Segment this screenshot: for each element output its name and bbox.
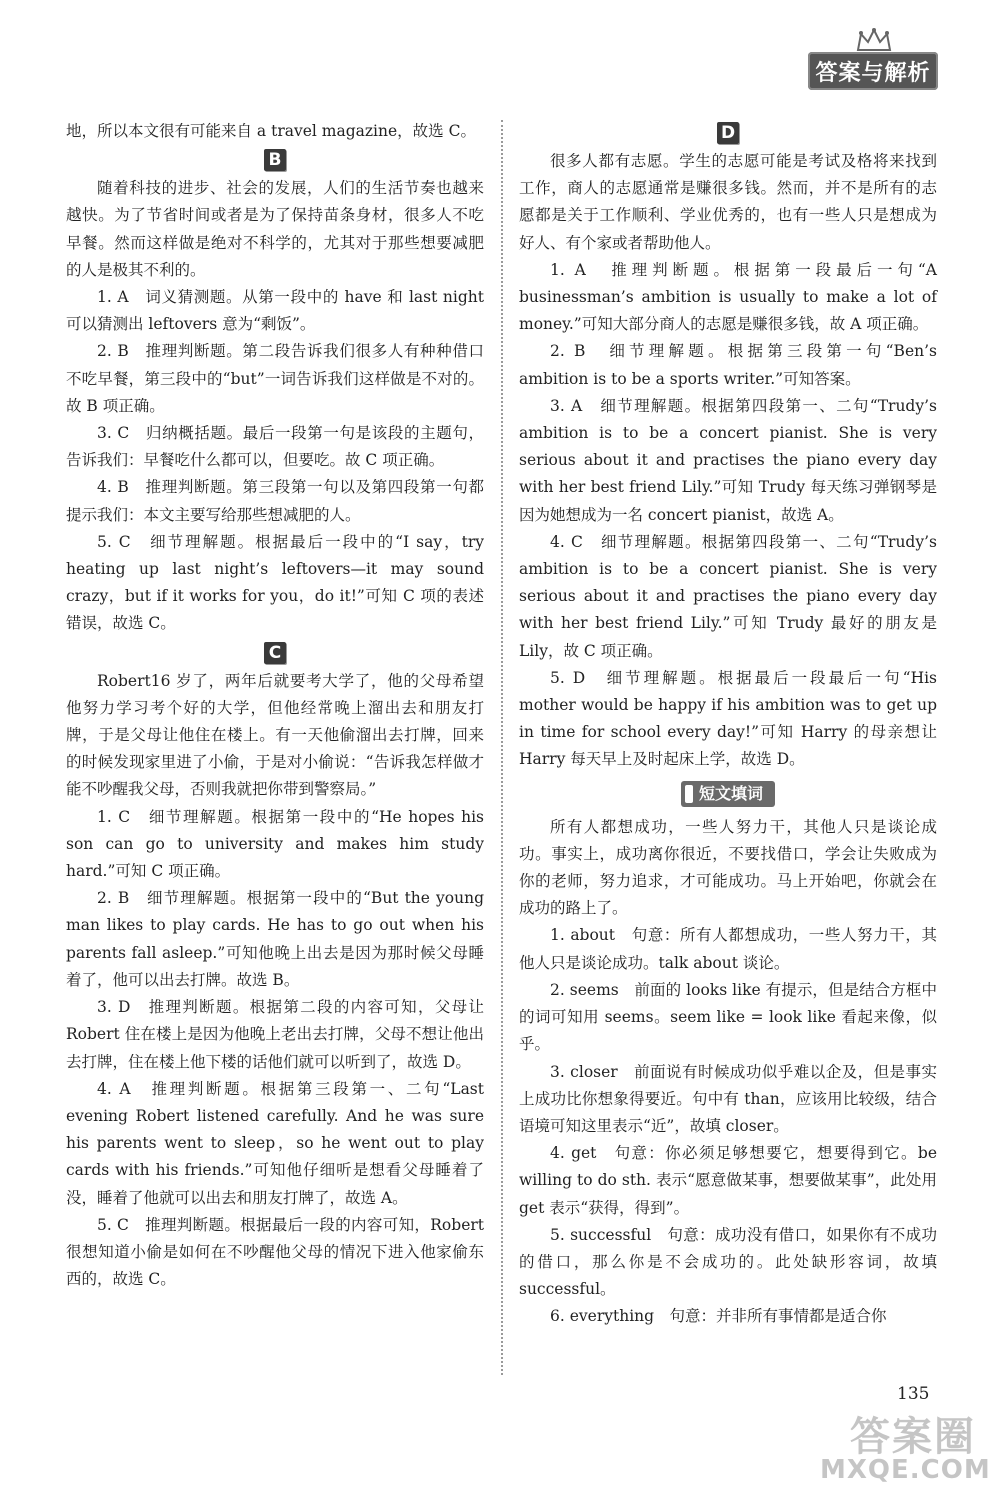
- cloze-item: 4. get 句意：你必须足够想要它，想要得到它。be willing to do sth. 表示“愿意做某事，想要做某事”，此处用 get 表示“获得，得到”。: [519, 1144, 937, 1217]
- intro-tail: 地，所以本文很有可能来自 a travel magazine，故选 C。: [66, 122, 476, 140]
- section-c-marker: C: [264, 642, 286, 664]
- header-badge: 答案与解析: [808, 52, 938, 90]
- cloze-banner: 短文填词: [681, 781, 775, 807]
- page-number: 135: [897, 1384, 930, 1404]
- watermark-logo: 答案圈: [850, 1414, 976, 1460]
- section-b-item: 1. A 词义猜测题。从第一段中的 have 和 last night 可以猜测出 leftovers 意为“剩饭”。: [66, 288, 484, 334]
- section-c-item: 4. A 推理判断题。根据第三段第一、二句“Last evening Robert listened carefully. And he was sure his parents went to sleep，so he went out to play cards with his friends.”可知他仔细听是想看父母睡着了没，睡着了他就可以出去和朋友打牌了，故选 A。: [66, 1079, 484, 1207]
- section-b-item: 5. C 细节理解题。根据最后一段中的“I say，try heating up last night’s leftovers—it may sound crazy，but if it works for you，do it!”可知 C 项的表述错误，故选 C。: [66, 532, 484, 633]
- section-c-summary: Robert16 岁了，两年后就要考大学了，他的父母希望他努力学习考个好的大学，但他经常晚上溜出去和朋友打牌，于是父母让他住在楼上。有一天他偷溜出去打牌，回来的时候发现家里进了小偷，于是对小偷说：“告诉我怎样做才能不吵醒我父母，否则我就把你带到警察局。”: [66, 671, 484, 799]
- section-b-marker: B: [264, 149, 286, 171]
- section-c-item: 5. C 推理判断题。根据最后一段的内容可知，Robert 很想知道小偷是如何在不吵醒他父母的情况下进入他家偷东西的，故选 C。: [66, 1215, 484, 1289]
- cloze-item: 6. everything 句意：并非所有事情都是适合你: [550, 1307, 887, 1326]
- section-d-item: 3. A 细节理解题。根据第四段第一、二句“Trudy’s ambition is to be a concert pianist. She is very serious about it and practises the piano every day with her best friend Lily.”可知 Trudy 每天练习弹钢琴是因为她想成为一名 concert pianist，故选 A。: [519, 396, 937, 524]
- section-b-item: 3. C 归纳概括题。最后一段第一句是该段的主题句，告诉我们：早餐吃什么都可以，但要吃。故 C 项正确。: [66, 424, 484, 470]
- section-b-item: 2. B 推理判断题。第二段告诉我们很多人有种种借口不吃早餐，第三段中的“but”一词告诉我们这样做是不对的。故 B 项正确。: [66, 342, 484, 415]
- section-c-item: 2. B 细节理解题。根据第一段中的“But the young man likes to play cards. He has to go out when his parents fall asleep.”可知他晚上出去是因为那时候父母睡着了，他可以出去打牌。故选 B。: [66, 889, 484, 989]
- section-b-item: 4. B 推理判断题。第三段第一句以及第四段第一句都提示我们：本文主要写给那些想减肥的人。: [66, 478, 484, 524]
- section-c-item: 3. D 推理判断题。根据第二段的内容可知，父母让 Robert 住在楼上是因为他晚上老出去打牌，父母不想让他出去打牌，住在楼上他下楼的话他们就可以听到了，故选 D。: [66, 998, 484, 1071]
- right-column: [519, 118, 937, 1331]
- section-c-item: 1. C 细节理解题。根据第一段中的“He hopes his son can go to university and makes him study hard.”可知 C 项正确。: [66, 807, 484, 881]
- watermark-url: MXQE.COM: [820, 1455, 991, 1485]
- column-divider: [501, 120, 503, 1375]
- section-d-summary: 很多人都有志愿。学生的志愿可能是考试及格将来找到工作，商人的志愿通常是赚很多钱。然而，并不是所有的志愿都是关于工作顺利、学业优秀的，也有一些人只是想成为好人、有个家或者帮助他人。: [519, 152, 937, 252]
- section-d-marker: D: [717, 122, 739, 144]
- section-d-item: 5. D 细节理解题。根据最后一段最后一句“His mother would be happy if his ambition was to get up in time for school every day!”可知 Harry 的母亲想让 Harry 每天早上及时起床上学，故选 D。: [519, 668, 937, 769]
- cloze-heading: [519, 774, 937, 814]
- cloze-summary: 所有人都想成功，一些人努力干，其他人只是谈论成功。事实上，成功离你很近，不要找借口，学会让失败成为你的老师，努力追求，才可能成功。马上开始吧，你就会在成功的路上了。: [519, 817, 937, 918]
- watermark: [820, 1405, 990, 1490]
- cloze-item: 3. closer 前面说有时候成功似乎难以企及，但是事实上成功比你想象得要近。句中有 than，应该用比较级，结合语境可知这里表示“近”，故填 closer。: [519, 1062, 937, 1135]
- left-column: [66, 118, 484, 1293]
- section-c-heading: [66, 638, 484, 668]
- cloze-item: 2. seems 前面的 looks like 有提示，但是结合方框中的词可知用 seems。seem like = look like 看起来像，似乎。: [519, 980, 937, 1054]
- crown-icon: [856, 28, 892, 52]
- section-d-item: 1. A 推理判断题。根据第一段最后一句“A businessman’s ambition is usually to make a lot of money.”可知大部分商人的志愿是赚很多钱，故 A 项正确。: [519, 260, 937, 334]
- section-d-heading: [519, 118, 937, 148]
- section-d-item: 2. B 细节理解题。根据第三段第一句“Ben’s ambition is to be a sports writer.”可知答案。: [519, 342, 937, 388]
- cloze-item: 5. successful 句意：成功没有借口，如果你有不成功的借口，那么你是不会成功的。此处缺形容词，故填 successful。: [519, 1225, 937, 1299]
- page-header: [808, 28, 938, 108]
- section-d-item: 4. C 细节理解题。根据第四段第一、二句“Trudy’s ambition is to be a concert pianist. She is very serious about it and practises the piano every day with her best friend Lily.”可知 Trudy 最好的朋友是 Lily，故 C 项正确。: [519, 532, 937, 660]
- section-b-heading: [66, 145, 484, 175]
- cloze-item: 1. about 句意：所有人都想成功，一些人努力干，其他人只是谈论成功。talk about 谈论。: [519, 926, 937, 972]
- section-b-summary: 随着科技的进步、社会的发展，人们的生活节奏也越来越快。为了节省时间或者是为了保持苗条身材，很多人不吃早餐。然而这样做是绝对不科学的，尤其对于那些想要减肥的人是极其不利的。: [66, 179, 484, 279]
